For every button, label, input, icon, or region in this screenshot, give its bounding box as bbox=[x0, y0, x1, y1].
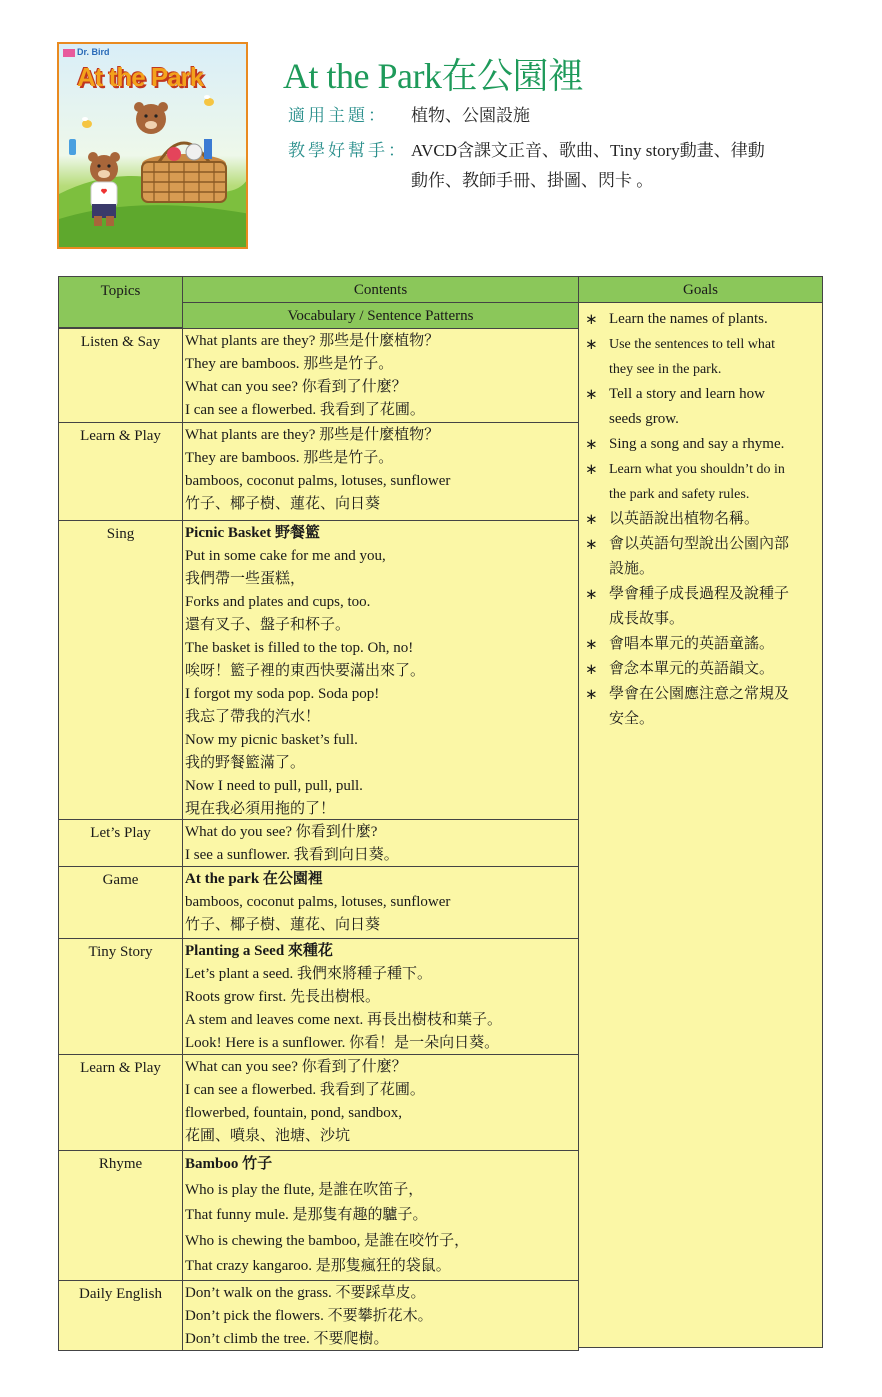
header-goals: Goals bbox=[578, 276, 823, 303]
goal-text: Learn the names of plants. bbox=[609, 311, 768, 327]
content-line: They are bamboos. 那些是竹子。 bbox=[185, 356, 394, 372]
asterisk-icon: ∗ bbox=[585, 685, 598, 703]
content-line: Roots grow first. 先長出樹根。 bbox=[185, 989, 381, 1005]
topic-label: Rhyme bbox=[98, 1156, 143, 1172]
goal-text: 學會在公園應注意之常規及 bbox=[609, 686, 790, 702]
content-line: I can see a flowerbed. 我看到了花圃。 bbox=[185, 1082, 425, 1098]
header-vocabulary: Vocabulary / Sentence Patterns bbox=[182, 302, 579, 329]
content-cell bbox=[182, 1054, 579, 1151]
topic-cell bbox=[58, 1150, 183, 1281]
content-line: 竹子、椰子樹、蓮花、向日葵 bbox=[185, 917, 381, 933]
theme-value: 植物、公園設施 bbox=[411, 106, 530, 125]
topic-label: Let’s Play bbox=[90, 825, 151, 841]
cover-image bbox=[57, 42, 248, 249]
goal-text: they see in the park. bbox=[609, 362, 722, 377]
content-line: bamboos, coconut palms, lotuses, sunflower bbox=[185, 473, 451, 489]
goal-text: Tell a story and learn how bbox=[609, 386, 765, 402]
content-heading: Planting a Seed 來種花 bbox=[185, 943, 333, 959]
content-heading: Picnic Basket 野餐籃 bbox=[185, 525, 320, 541]
goal-text: Sing a song and say a rhyme. bbox=[609, 436, 785, 452]
content-line: What do you see? 你看到什麼? bbox=[185, 824, 378, 840]
theme-label: 適用主題： bbox=[288, 106, 388, 125]
goal-item bbox=[583, 657, 820, 682]
content-line: A stem and leaves come next. 再長出樹枝和葉子。 bbox=[185, 1012, 503, 1028]
asterisk-icon: ∗ bbox=[585, 435, 598, 453]
goal-item bbox=[583, 382, 820, 432]
topic-cell bbox=[58, 1280, 183, 1351]
content-line: Don’t walk on the grass. 不要踩草皮。 bbox=[185, 1285, 426, 1301]
helper-row bbox=[288, 136, 765, 190]
goal-text: 設施。 bbox=[609, 561, 655, 577]
goal-item bbox=[583, 332, 820, 382]
topic-cell bbox=[58, 1054, 183, 1151]
content-line: flowerbed, fountain, pond, sandbox, bbox=[185, 1105, 403, 1121]
content-line: I forgot my soda pop. Soda pop! bbox=[185, 686, 380, 702]
asterisk-icon: ∗ bbox=[585, 310, 598, 328]
picnic-basket-icon bbox=[142, 139, 226, 202]
content-line: What can you see? 你看到了什麼？ bbox=[185, 1059, 407, 1075]
content-line: 我的野餐籃滿了。 bbox=[185, 755, 306, 771]
goal-text: seeds grow. bbox=[609, 411, 679, 427]
topic-cell bbox=[58, 819, 183, 867]
goal-item bbox=[583, 457, 820, 507]
content-cell bbox=[182, 866, 579, 939]
content-line: I can see a flowerbed. 我看到了花圃。 bbox=[185, 402, 425, 418]
content-line: What plants are they? 那些是什麼植物？ bbox=[185, 427, 440, 443]
asterisk-icon: ∗ bbox=[585, 460, 598, 478]
content-line: Don’t pick the flowers. 不要攀折花木。 bbox=[185, 1308, 433, 1324]
topic-cell bbox=[58, 422, 183, 521]
content-line: Look! Here is a sunflower. 你看！是一朵向日葵。 bbox=[185, 1035, 500, 1051]
content-heading: At the park 在公園裡 bbox=[185, 871, 323, 887]
goal-text: 以英語說出植物名稱。 bbox=[609, 511, 760, 527]
topic-label: Daily English bbox=[79, 1286, 162, 1302]
topic-cell bbox=[58, 938, 183, 1055]
asterisk-icon: ∗ bbox=[585, 510, 598, 528]
goal-item bbox=[583, 582, 820, 632]
header-topics: Topics bbox=[58, 276, 183, 328]
goal-text: 會以英語句型說出公園內部 bbox=[609, 536, 790, 552]
content-line: bamboos, coconut palms, lotuses, sunflower bbox=[185, 894, 451, 910]
bear-icon bbox=[134, 102, 168, 134]
content-line: That funny mule. 是那隻有趣的驢子。 bbox=[185, 1207, 428, 1223]
content-line: Let’s plant a seed. 我們來將種子種下。 bbox=[185, 966, 433, 982]
page-title: At the Park在公園裡 bbox=[283, 56, 584, 96]
bee-icon bbox=[82, 117, 92, 128]
helper-value-line2: 動作、教師手冊、掛圖、閃卡 。 bbox=[411, 171, 654, 190]
content-cell bbox=[182, 938, 579, 1055]
content-line: That crazy kangaroo. 是那隻瘋狂的袋鼠。 bbox=[185, 1258, 451, 1274]
content-cell bbox=[182, 819, 579, 867]
topic-label: Sing bbox=[106, 526, 135, 542]
asterisk-icon: ∗ bbox=[585, 335, 598, 353]
topic-label: Listen & Say bbox=[80, 334, 161, 350]
goals-cell bbox=[578, 302, 823, 1348]
cover-title: At the Park bbox=[77, 62, 204, 92]
content-heading: Bamboo 竹子 bbox=[185, 1156, 273, 1172]
content-cell bbox=[182, 520, 579, 820]
goal-text: 學會種子成長過程及說種子 bbox=[609, 586, 790, 602]
goal-text: 會念本單元的英語韻文。 bbox=[609, 661, 775, 677]
content-cell bbox=[182, 1280, 579, 1351]
content-line: 花圃、噴泉、池塘、沙坑 bbox=[185, 1128, 351, 1144]
content-line: 唉呀！籃子裡的東西快要滿出來了。 bbox=[185, 663, 426, 679]
content-line: I see a sunflower. 我看到向日葵。 bbox=[185, 847, 399, 863]
content-line: The basket is filled to the top. Oh, no! bbox=[185, 640, 414, 656]
content-cell bbox=[182, 1150, 579, 1281]
goal-text: Use the sentences to tell what bbox=[609, 337, 776, 352]
content-cell bbox=[182, 328, 579, 423]
theme-row bbox=[288, 101, 530, 131]
goal-text: Learn what you shouldn’t do in bbox=[609, 462, 785, 477]
topic-cell bbox=[58, 520, 183, 820]
goal-item bbox=[583, 682, 820, 732]
bee-icon bbox=[204, 95, 214, 106]
goal-item bbox=[583, 307, 820, 332]
goal-item bbox=[583, 507, 820, 532]
topic-label: Learn & Play bbox=[80, 428, 161, 444]
content-line: They are bamboos. 那些是竹子。 bbox=[185, 450, 394, 466]
content-cell bbox=[182, 422, 579, 521]
bottle-icon bbox=[69, 139, 76, 155]
goal-item bbox=[583, 532, 820, 582]
topic-cell bbox=[58, 866, 183, 939]
goal-text: 成長故事。 bbox=[609, 611, 685, 627]
topic-label: Learn & Play bbox=[80, 1060, 161, 1076]
content-line: 還有叉子、盤子和杯子。 bbox=[185, 617, 351, 633]
content-line: 現在我必須用拖的了！ bbox=[185, 801, 336, 817]
asterisk-icon: ∗ bbox=[585, 660, 598, 678]
content-line: 我們帶一些蛋糕， bbox=[185, 571, 306, 587]
cover-brand: Dr. Bird bbox=[63, 47, 110, 57]
helper-label: 教學好幫手： bbox=[288, 141, 408, 160]
content-line: 我忘了帶我的汽水！ bbox=[185, 709, 321, 725]
topic-cell bbox=[58, 328, 183, 423]
asterisk-icon: ∗ bbox=[585, 585, 598, 603]
asterisk-icon: ∗ bbox=[585, 535, 598, 553]
content-line: Put in some cake for me and you, bbox=[185, 548, 386, 564]
goal-text: 安全。 bbox=[609, 711, 655, 727]
header-contents: Contents bbox=[182, 276, 579, 303]
goal-text: 會唱本單元的英語童謠。 bbox=[609, 636, 775, 652]
topic-label: Game bbox=[102, 872, 139, 888]
content-line: Now my picnic basket’s full. bbox=[185, 732, 358, 748]
content-line: Who is play the flute, 是誰在吹笛子， bbox=[185, 1181, 424, 1198]
goal-text: the park and safety rules. bbox=[609, 487, 750, 502]
asterisk-icon: ∗ bbox=[585, 635, 598, 653]
content-line: Who is chewing the bamboo, 是誰在咬竹子， bbox=[185, 1232, 470, 1249]
content-line: Forks and plates and cups, too. bbox=[185, 594, 371, 610]
content-line: Now I need to pull, pull, pull. bbox=[185, 778, 363, 794]
goal-item bbox=[583, 432, 820, 457]
content-line: What plants are they? 那些是什麼植物？ bbox=[185, 333, 440, 349]
content-line: What can you see? 你看到了什麼？ bbox=[185, 379, 407, 395]
goal-item bbox=[583, 632, 820, 657]
topic-label: Tiny Story bbox=[88, 944, 153, 960]
asterisk-icon: ∗ bbox=[585, 385, 598, 403]
bear-icon bbox=[88, 152, 120, 226]
content-line: Don’t climb the tree. 不要爬樹。 bbox=[185, 1331, 389, 1347]
helper-value-line1: AVCD含課文正音、歌曲、Tiny story動畫、律動 bbox=[411, 141, 765, 160]
content-line: 竹子、椰子樹、蓮花、向日葵 bbox=[185, 496, 381, 512]
